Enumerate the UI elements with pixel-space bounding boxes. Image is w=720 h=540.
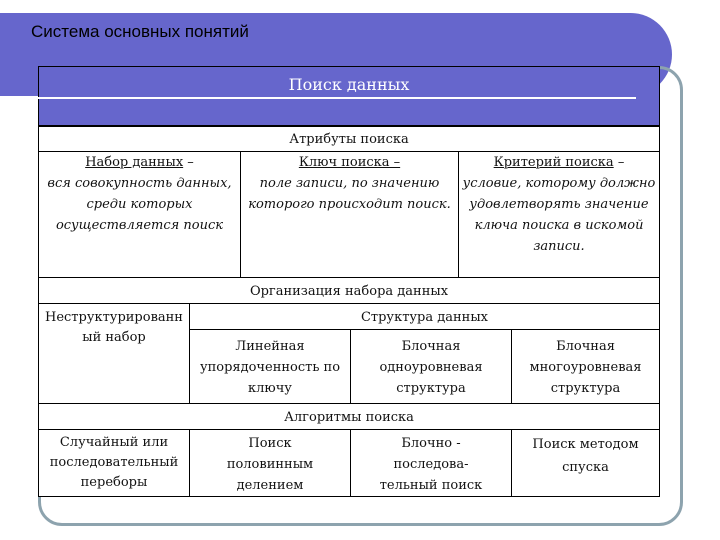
algorithm-block-sequential: Блочно - последова-тельный поиск <box>350 429 512 497</box>
attribute-dataset: Набор данных – вся совокупность данных, среди которых осуществляется поиск <box>38 151 241 278</box>
structure-linear: Линейная упорядоченность по ключу <box>189 329 351 404</box>
slide-title: Система основных понятий <box>31 22 249 41</box>
attribute-search-criterion: Критерий поиска – условие, которому должно удовлетворять значение ключа поиска в искомой записи. <box>458 151 660 278</box>
attribute-search-key: Ключ поиска – поле записи, по значению которого происходит поиск. <box>240 151 459 278</box>
structure-block-single: Блочная одноуровневая структура <box>350 329 512 404</box>
title-underline <box>38 97 636 99</box>
attributes-header: Атрибуты поиска <box>38 126 660 152</box>
structure-block-multi: Блочная многоуровневая структура <box>511 329 660 404</box>
algorithm-binary: Поиск половинным делением <box>189 429 351 497</box>
organization-header: Организация набора данных <box>38 277 660 304</box>
main-title-box <box>38 66 660 126</box>
structure-header: Структура данных <box>189 303 660 330</box>
unstructured-set: Неструктурированный набор <box>38 303 190 404</box>
algorithms-header: Алгоритмы поиска <box>38 403 660 430</box>
algorithm-sequential: Случайный или последовательный переборы <box>38 429 190 497</box>
algorithm-descent: Поиск методом спуска <box>511 429 660 497</box>
main-title: Поиск данных <box>288 75 410 94</box>
